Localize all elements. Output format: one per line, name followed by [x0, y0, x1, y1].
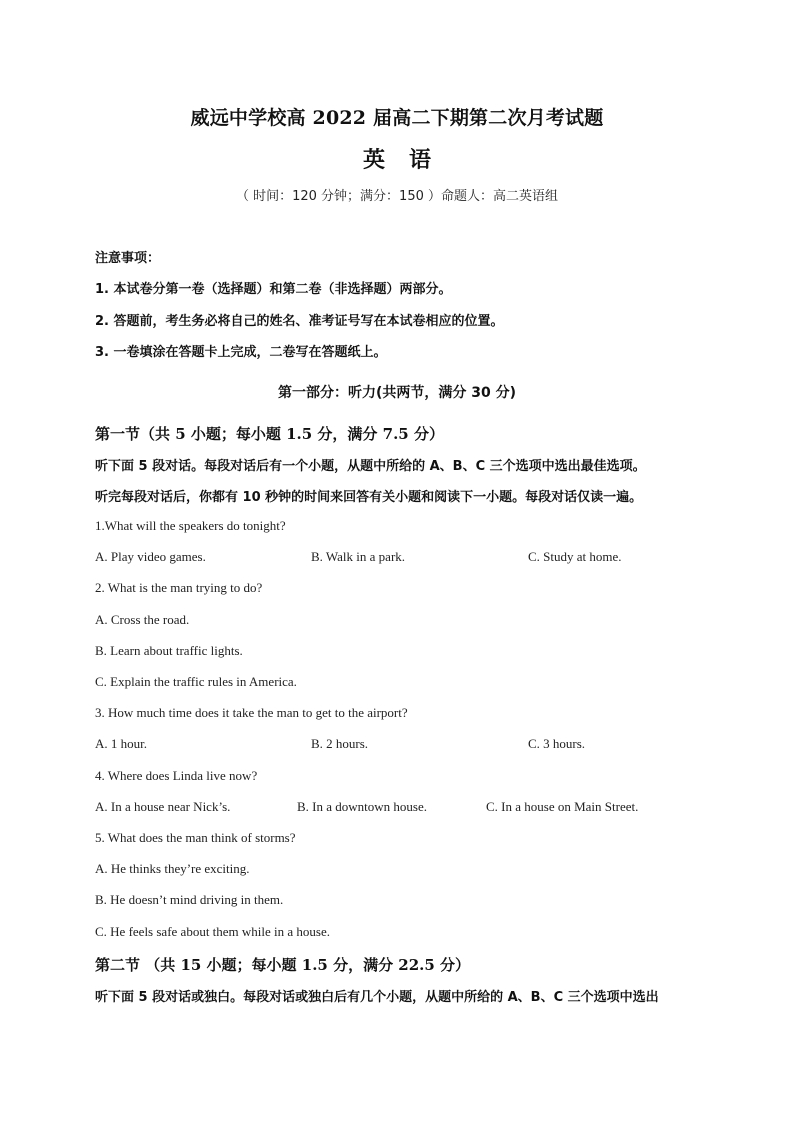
- option-c: C. Explain the traffic rules in America.: [95, 674, 297, 689]
- question-stem: 4. Where does Linda live now?: [95, 768, 258, 783]
- question-stem: 2. What is the man trying to do?: [95, 580, 263, 595]
- option-a: A. 1 hour.: [95, 736, 147, 751]
- section2-title: 第二节 （共 15 小题；每小题 1.5 分，满分 22.5 分）: [95, 956, 471, 974]
- section1-title: 第一节（共 5 小题；每小题 1.5 分，满分 7.5 分）: [95, 425, 444, 443]
- part1-title: 第一部分：听力(共两节，满分 30 分): [277, 385, 517, 401]
- exam-title: 威远中学校高 2022 届高二下期第二次月考试题: [190, 107, 604, 129]
- section1-instruction: 听完每段对话后，你都有 10 秒钟的时间来回答有关小题和阅读下一小题。每段对话仅读一遍。: [95, 490, 643, 505]
- option-b: B. Learn about traffic lights.: [95, 643, 243, 658]
- option-c: C. Study at home.: [528, 549, 622, 564]
- option-b: B. 2 hours.: [311, 736, 369, 751]
- note-item: 1. 本试卷分第一卷（选择题）和第二卷（非选择题）两部分。: [95, 282, 452, 297]
- option-c: C. He feels safe about them while in a house.: [95, 924, 331, 939]
- notes-heading: 注意事项：: [95, 251, 161, 266]
- option-c: C. In a house on Main Street.: [486, 799, 639, 814]
- option-b: B. He doesn’t mind driving in them.: [95, 892, 284, 907]
- subject-title: 英语: [362, 147, 455, 173]
- option-a: A. He thinks they’re exciting.: [95, 861, 250, 876]
- note-item: 2. 答题前，考生务必将自己的姓名、准考证号写在本试卷相应的位置。: [95, 314, 504, 329]
- section2-instruction: 听下面 5 段对话或独白。每段对话或独白后有几个小题，从题中所给的 A、B、C 三个选项中选出: [95, 990, 659, 1005]
- question-stem: 3. How much time does it take the man to get to the airport?: [95, 705, 408, 720]
- note-item: 3. 一卷填涂在答题卡上完成，二卷写在答题纸上。: [95, 345, 387, 360]
- option-a: A. In a house near Nick’s.: [95, 799, 231, 814]
- exam-meta: （ 时间：120 分钟；满分：150 ）命题人：高二英语组: [235, 189, 559, 204]
- option-a: A. Play video games.: [95, 549, 206, 564]
- option-b: B. In a downtown house.: [297, 799, 427, 814]
- option-a: A. Cross the road.: [95, 612, 190, 627]
- question-stem: 5. What does the man think of storms?: [95, 830, 296, 845]
- question-stem: 1.What will the speakers do tonight?: [95, 518, 286, 533]
- section1-instruction: 听下面 5 段对话。每段对话后有一个小题，从题中所给的 A、B、C 三个选项中选出最佳选项。: [95, 459, 646, 474]
- option-c: C. 3 hours.: [528, 736, 586, 751]
- option-b: B. Walk in a park.: [311, 549, 406, 564]
